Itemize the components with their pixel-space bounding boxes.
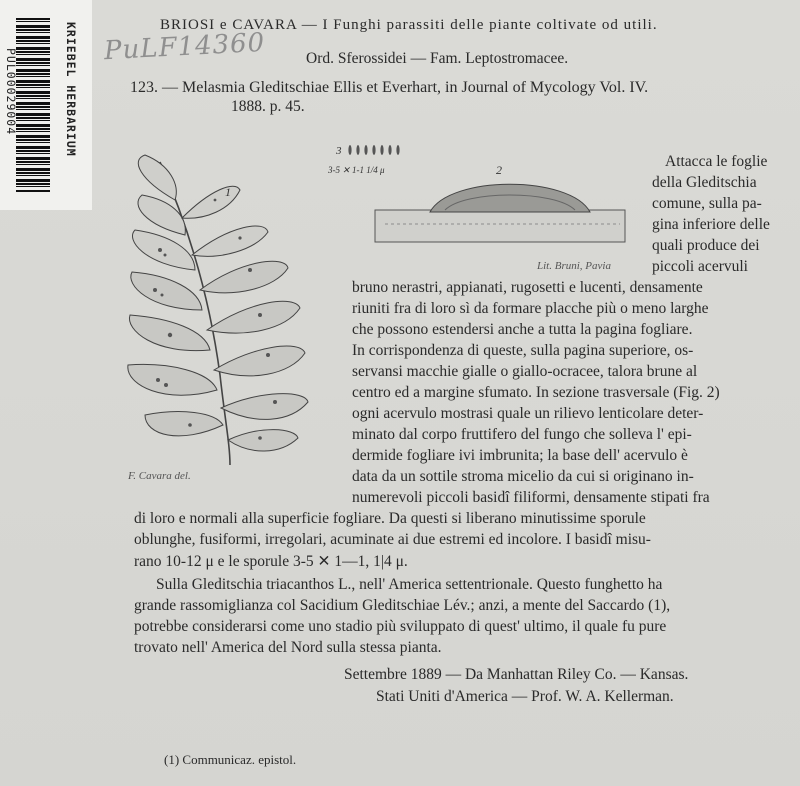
fig3-number: 3 [336, 145, 342, 157]
barcode-label [0, 0, 92, 210]
text-line: Sulla Gleditschia triacanthos L., nell' America settentrionale. Questo funghetto ha [156, 576, 663, 593]
running-title: BRIOSI e CAVARA — I Funghi parassiti delle piante coltivate od utili. [160, 17, 658, 33]
text-line: dermide fogliare ivi imbrunita; la base dell' acervulo è [352, 447, 688, 464]
collection-date-locality: Settembre 1889 — Da Manhattan Riley Co. — Kansas. [344, 666, 689, 683]
cross-section-illustration [375, 184, 625, 242]
herbarium-name: KRIEBEL HERBARIUM [64, 22, 78, 157]
lithographer-credit: Lit. Bruni, Pavia [537, 260, 611, 272]
fig3-scale: 3-5 ✕ 1-1 1/4 μ [328, 165, 385, 175]
text-line: gina inferiore delle [652, 216, 770, 233]
text-line: quali produce dei [652, 237, 760, 254]
text-line: centro ed a margine sfumato. In sezione trasversale (Fig. 2) [352, 384, 720, 401]
text-line: data da un sottile stroma micelio da cui si originano in- [352, 468, 694, 485]
artist-credit: F. Cavara del. [128, 470, 191, 482]
spores-illustration [348, 145, 399, 155]
text-line: minato dal corpo fruttifero del fungo che solleva l' epi- [352, 426, 692, 443]
text-line: della Gleditschia [652, 174, 757, 191]
barcode [16, 18, 50, 192]
text-line: piccoli acervuli [652, 258, 748, 275]
footnote: (1) Communicaz. epistol. [164, 752, 297, 767]
text-line: potrebbe considerarsi come uno stadio più sviluppato di quest' ultimo, il quale fu pure [134, 618, 667, 635]
text-line: grande rassomiglianza col Sacidium Gleditschiae Lév.; anzi, a mente del Saccardo (1), [134, 597, 671, 614]
fig1-number: 1 [225, 185, 231, 199]
text-line: ogni acervulo mostrasi quale un rilievo lenticolare deter- [352, 405, 704, 422]
text-line: di loro e normali alla superficie fogliare. Da questi si liberano minutissime sporule [134, 510, 646, 527]
text-line: servansi macchie gialle o giallo-ocracee, talora brune al [352, 363, 698, 380]
text-line: bruno nerastri, appianati, rugosetti e lucenti, densamente [352, 279, 703, 296]
entry-title: 123. — Melasmia Gleditschiae Ellis et Everhart, in Journal of Mycology Vol. IV. [130, 79, 649, 96]
leaf-illustration [128, 155, 308, 465]
text-line: Attacca le foglie [665, 153, 768, 170]
text-line: oblunghe, fusiformi, irregolari, acuminate ai due estremi ed incolore. I basidî misu- [134, 531, 651, 548]
text-line: che possono estendersi anche a tutta la pagina fogliare. [352, 321, 693, 338]
entry-citation: 1888. p. 45. [231, 98, 305, 115]
text-line: In corrispondenza di queste, sulla pagina superiore, os- [352, 342, 694, 359]
text-line: rano 10-12 μ e le sporule 3-5 ✕ 1—1, 1|4 μ. [134, 553, 408, 570]
text-line: riuniti fra di loro sì da formare placche più o meno larghe [352, 300, 709, 317]
specimen-id: PUL00029004 [4, 48, 18, 136]
text-line: comune, sulla pa- [652, 195, 762, 212]
fig2-number: 2 [496, 163, 502, 177]
text-line: trovato nell' America del Nord sulla stessa pianta. [134, 639, 442, 656]
collector: Stati Uniti d'America — Prof. W. A. Kellerman. [376, 688, 674, 705]
handwritten-accession: PuLF14360 [103, 27, 266, 67]
order-family: Ord. Sferossidei — Fam. Leptostromacee. [306, 50, 569, 67]
text-line: numerevoli piccoli basidî filiformi, densamente stipati fra [352, 489, 710, 506]
